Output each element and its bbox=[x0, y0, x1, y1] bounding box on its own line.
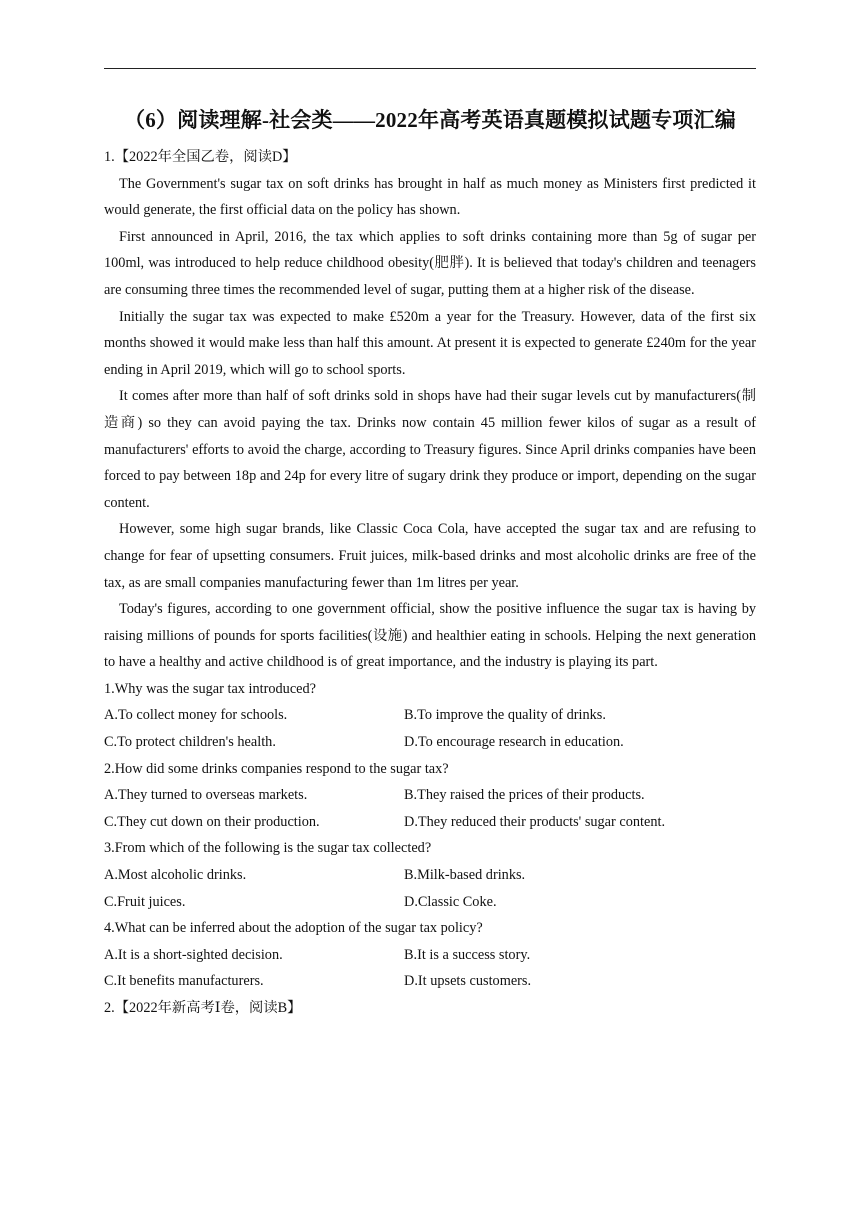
question-stem: 4.What can be inferred about the adoption of the sugar tax policy? bbox=[104, 920, 483, 937]
option-a: A.Most alcoholic drinks. bbox=[104, 867, 247, 884]
question-stem: 2.How did some drinks companies respond to the sugar tax? bbox=[104, 760, 449, 777]
option-d: D.To encourage research in education. bbox=[404, 734, 624, 751]
option-row bbox=[104, 782, 756, 809]
option-row bbox=[104, 862, 756, 889]
section-heading: 1.【2022年全国乙卷，阅读D】 bbox=[104, 149, 297, 165]
document-body bbox=[104, 144, 756, 1022]
option-d: D.Classic Coke. bbox=[404, 893, 497, 910]
option-row bbox=[104, 729, 756, 756]
option-c: C.They cut down on their production. bbox=[104, 813, 320, 830]
passage-paragraph: Today's figures, according to one government official, show the positive influence the sugar tax is having by raising millions of pounds for sports facilities(设施) and healthier eating in schools. Helping the next generation to have a healthy and active childhood is of great importance, and the industry is playing its part. bbox=[104, 601, 756, 671]
option-b: B.Milk-based drinks. bbox=[404, 867, 526, 884]
passage-paragraph: First announced in April, 2016, the tax which applies to soft drinks containing more than 5g of sugar per 100ml, was introduced to help reduce childhood obesity(肥胖). It is believed that today's children and teenagers are consuming three times the recommended level of sugar, putting them at a higher risk of the disease. bbox=[104, 228, 756, 298]
option-d: D.They reduced their products' sugar content. bbox=[404, 813, 666, 830]
question-stem: 3.From which of the following is the sugar tax collected? bbox=[104, 840, 432, 857]
option-a: A.It is a short-sighted decision. bbox=[104, 946, 283, 963]
option-b: B.It is a success story. bbox=[404, 946, 531, 963]
passage-paragraph: The Government's sugar tax on soft drinks has brought in half as much money as Ministers first predicted it would generate, the first official data on the policy has shown. bbox=[104, 175, 756, 219]
option-c: C.It benefits manufacturers. bbox=[104, 973, 264, 990]
option-row bbox=[104, 889, 756, 916]
option-b: B.They raised the prices of their products. bbox=[404, 787, 645, 804]
option-c: C.Fruit juices. bbox=[104, 893, 186, 910]
option-b: B.To improve the quality of drinks. bbox=[404, 707, 606, 724]
option-d: D.It upsets customers. bbox=[404, 973, 532, 990]
question-stem: 1.Why was the sugar tax introduced? bbox=[104, 680, 317, 697]
option-a: A.They turned to overseas markets. bbox=[104, 787, 308, 804]
option-row bbox=[104, 702, 756, 729]
passage-paragraph: It comes after more than half of soft drinks sold in shops have had their sugar levels cut by manufacturers(制造商) so they can avoid paying the tax. Drinks now contain 45 million fewer kilos of sugar as a result of manufacturers' efforts to avoid the charge, according to Treasury figures. Since April drinks companies have been forced to pay between 18p and 24p for every litre of sugary drink they produce or import, depending on the sugar content. bbox=[104, 388, 756, 511]
option-row bbox=[104, 968, 756, 995]
passage-paragraph: Initially the sugar tax was expected to make £520m a year for the Treasury. However, data of the first six months showed it would make less than half this amount. At present it is expected to generate £240m for the year ending in April 2019, which will go to school sports. bbox=[104, 308, 756, 378]
option-c: C.To protect children's health. bbox=[104, 734, 276, 751]
passage-paragraph: However, some high sugar brands, like Classic Coca Cola, have accepted the sugar tax and are refusing to change for fear of upsetting consumers. Fruit juices, milk-based drinks and most alcoholic drinks are free of the tax, as are small companies manufacturing fewer than 1m litres per year. bbox=[104, 521, 756, 591]
page-title: （6）阅读理解-社会类——2022年高考英语真题模拟试题专项汇编 bbox=[124, 108, 736, 132]
option-a: A.To collect money for schools. bbox=[104, 707, 288, 724]
header-rule bbox=[104, 68, 756, 69]
option-row bbox=[104, 942, 756, 969]
section-heading: 2.【2022年新高考Ⅰ卷，阅读B】 bbox=[104, 1000, 302, 1016]
option-row bbox=[104, 809, 756, 836]
